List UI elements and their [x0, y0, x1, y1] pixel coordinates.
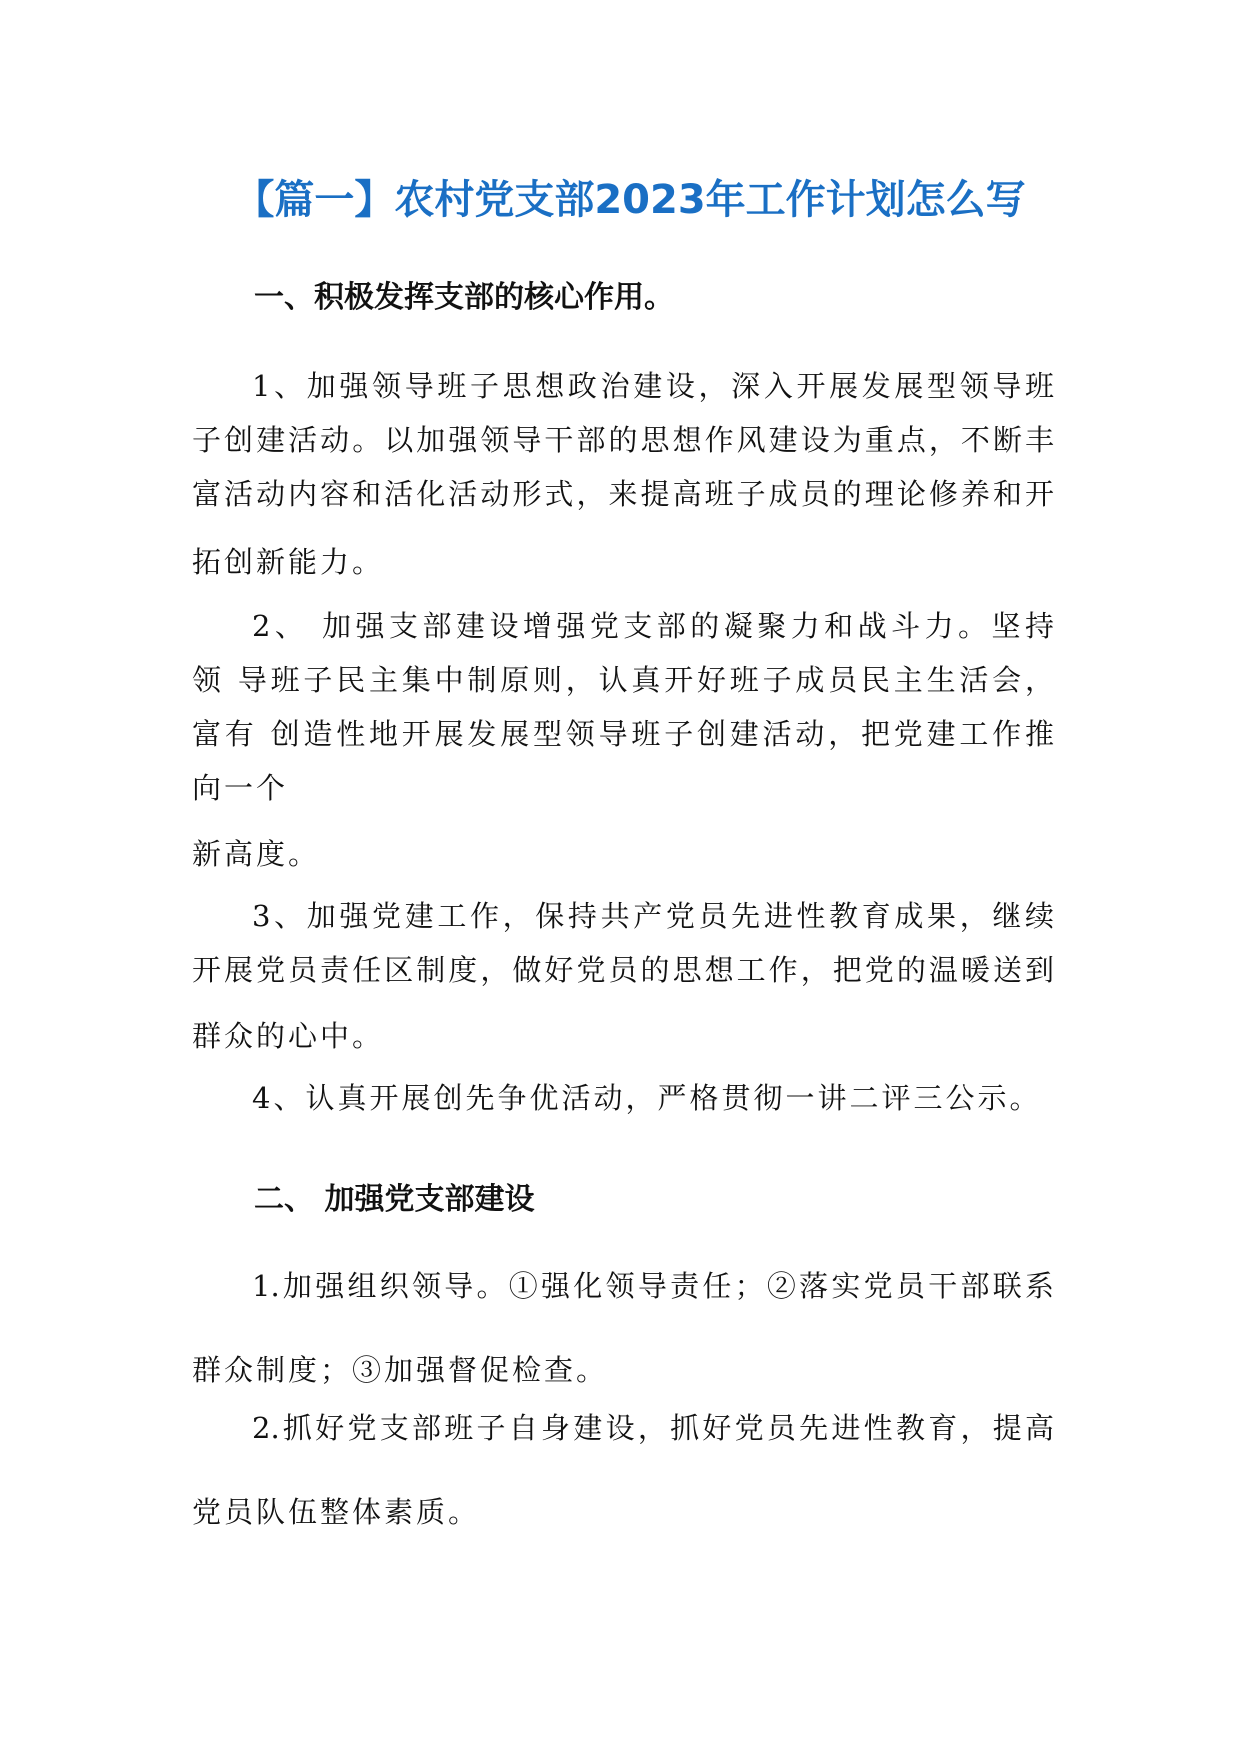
paragraph-line: 2、 加强支部建设增强党支部的凝聚力和战斗力。坚持: [252, 609, 1054, 643]
section-heading-2: 二、 加强党支部建设: [254, 1182, 535, 1217]
paragraph-line: 富活动内容和活化活动形式，来提高班子成员的理论修养和开: [192, 477, 1054, 511]
paragraph-line: 拓创新能力。: [192, 545, 385, 579]
paragraph-line: 党员队伍整体素质。: [192, 1495, 481, 1529]
paragraph-line: 群众的心中。: [192, 1019, 385, 1053]
paragraph-line: 新高度。: [192, 837, 321, 871]
paragraph-line: 4、认真开展创先争优活动，严格贯彻一讲二评三公示。: [252, 1081, 1042, 1115]
paragraph-line: 子创建活动。以加强领导干部的思想作风建设为重点，不断丰: [192, 423, 1054, 457]
paragraph-line: 3、加强党建工作，保持共产党员先进性教育成果，继续: [252, 899, 1054, 933]
paragraph-line: 1.加强组织领导。①强化领导责任；②落实党员干部联系: [252, 1269, 1054, 1303]
paragraph-line: 向一个: [192, 771, 289, 805]
paragraph-line: 2.抓好党支部班子自身建设，抓好党员先进性教育，提高: [252, 1411, 1054, 1445]
paragraph-line: 1、加强领导班子思想政治建设，深入开展发展型领导班: [252, 369, 1054, 403]
paragraph-line: 富有 创造性地开展发展型领导班子创建活动，把党建工作推: [192, 717, 1054, 751]
section-heading-1: 一、积极发挥支部的核心作用。: [254, 280, 674, 315]
document-title: 【篇一】农村党支部2023年工作计划怎么写: [234, 177, 1026, 223]
paragraph-line: 开展党员责任区制度，做好党员的思想工作，把党的温暖送到: [192, 953, 1054, 987]
paragraph-line: 领 导班子民主集中制原则，认真开好班子成员民主生活会，: [192, 663, 1054, 697]
paragraph-line: 群众制度；③加强督促检查。: [192, 1353, 609, 1387]
